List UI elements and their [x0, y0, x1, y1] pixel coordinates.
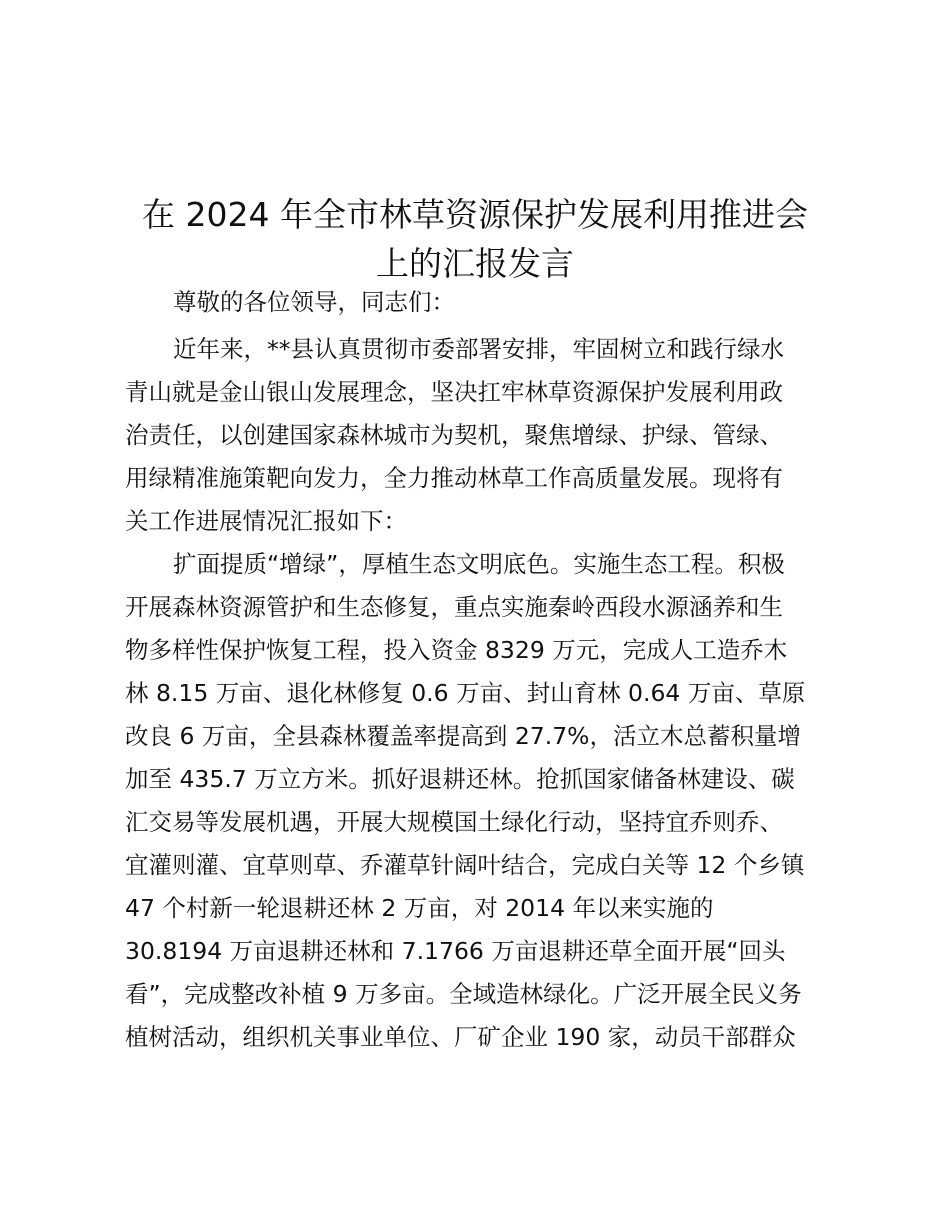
title-line-2: 上的汇报发言 — [376, 244, 574, 284]
body-line: 关工作进展情况汇报如下： — [125, 507, 407, 535]
body-line: 治责任，以创建国家森林城市为契机，聚焦增绿、护绿、管绿、 — [125, 421, 783, 449]
body-line: 看”，完成整改补植 9 万多亩。全域造林绿化。广泛开展全民义务 — [125, 980, 802, 1008]
body-line: 47 个村新一轮退耕还林 2 万亩，对 2014 年以来实施的 — [125, 894, 714, 922]
body-line: 宜灌则灌、宜草则草、乔灌草针阔叶结合，完成白关等 12 个乡镇 — [125, 851, 805, 879]
body-line: 近年来，**县认真贯彻市委部署安排，牢固树立和践行绿水 — [173, 335, 784, 363]
body-line: 物多样性保护恢复工程，投入资金 8329 万元，完成人工造乔木 — [125, 636, 788, 664]
salutation-line: 尊敬的各位领导，同志们： — [173, 288, 455, 316]
body-line: 植树活动，组织机关事业单位、厂矿企业 190 家，动员干部群众 — [125, 1023, 796, 1051]
body-line: 加至 435.7 万立方米。抓好退耕还林。抢抓国家储备林建设、碳 — [125, 765, 795, 793]
body-line: 改良 6 万亩，全县森林覆盖率提高到 27.7%，活立木总蓄积量增 — [125, 722, 802, 750]
body-line: 扩面提质“增绿”，厚植生态文明底色。实施生态工程。积极 — [173, 550, 785, 578]
body-line: 汇交易等发展机遇，开展大规模国土绿化行动，坚持宜乔则乔、 — [125, 808, 783, 836]
body-line: 开展森林资源管护和生态修复，重点实施秦岭西段水源涵养和生 — [125, 593, 783, 621]
title-line-1: 在 2024 年全市林草资源保护发展利用推进会 — [142, 195, 808, 235]
body-line: 30.8194 万亩退耕还林和 7.1766 万亩退耕还草全面开展“回头 — [125, 937, 786, 965]
body-line: 青山就是金山银山发展理念，坚决扛牢林草资源保护发展利用政 — [125, 378, 783, 406]
body-line: 用绿精准施策靶向发力，全力推动林草工作高质量发展。现将有 — [125, 464, 783, 492]
body-line: 林 8.15 万亩、退化林修复 0.6 万亩、封山育林 0.64 万亩、草原 — [125, 679, 806, 707]
